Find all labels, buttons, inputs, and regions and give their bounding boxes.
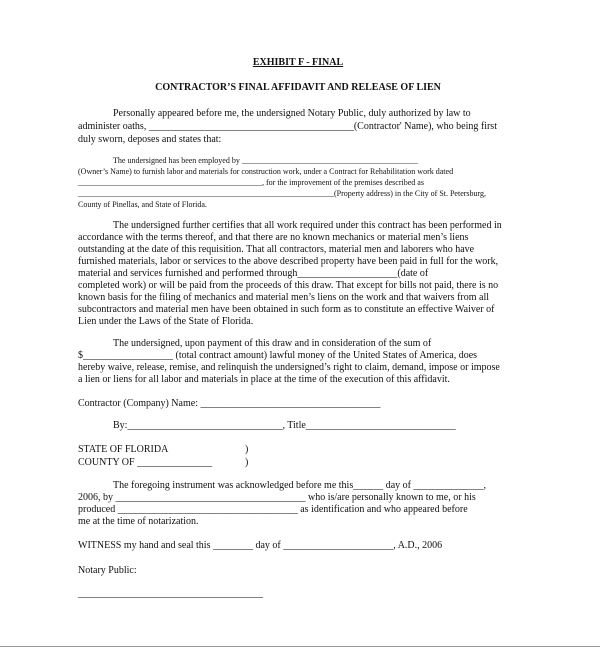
text-line: The undersigned has been employed by ____________________________________________: [113, 156, 418, 165]
text-line: furnished materials, labor or services to the above described property have been paid in full for the work,: [78, 256, 499, 267]
text-line: (Owner’s Name) to furnish labor and materials for construction work, under a Contract for Rehabilitation work dated: [78, 167, 454, 176]
exhibit-title: EXHIBIT F - FINAL: [252, 57, 344, 68]
by-title-field[interactable]: By:_______________________________, Title______________________________: [113, 420, 456, 431]
notary-label: Notary Public:: [78, 565, 137, 576]
text-line: outstanding at the date of this requisition. That all contractors, material men and laborers who have: [78, 244, 475, 255]
text-line: County of Pinellas, and State of Florida.: [78, 200, 207, 209]
text-line: hereby waive, release, remise, and relinquish the undersigned’s right to claim, demand, impose or impose: [78, 362, 500, 373]
page-border: [0, 646, 600, 647]
text-line: The undersigned, upon payment of this draw and in consideration of the sum of: [113, 338, 432, 349]
text-line: Personally appeared before me, the undersigned Notary Public, duly authorized by law to: [113, 108, 471, 119]
text-line: a lien or liens for all labor and materials in place at the time of the execution of this affidavit.: [78, 374, 450, 385]
state-label: STATE OF FLORIDA: [78, 444, 169, 455]
text-line: completed work) or will be paid from the proceeds of this draw. That except for bills not paid, there is no: [78, 280, 499, 291]
document-title: CONTRACTOR’S FINAL AFFIDAVIT AND RELEASE OF LIEN: [155, 82, 441, 93]
text-line: 2006, by ______________________________________ who is/are personally known to me, or his: [78, 492, 476, 503]
text-line: subcontractors and material men have been obtained in such form as to constitute an effective Waiver of: [78, 304, 495, 315]
text-line: administer oaths, _________________________________________(Contractor' Name), who being first: [78, 121, 497, 132]
contractor-name-field[interactable]: Contractor (Company) Name: ____________________________________: [78, 398, 381, 409]
text-line: ________________________________________________________________(Property address) in the City of St. Petersburg,: [78, 189, 487, 198]
bracket: ): [245, 444, 249, 455]
witness-field[interactable]: WITNESS my hand and seal this ________ day of ______________________, A.D., 2006: [78, 540, 443, 551]
text-line: $__________________ (total contract amount) lawful money of the United States of America, does: [78, 350, 478, 361]
text-line: produced ____________________________________ as identification and who appeared before: [78, 504, 468, 515]
text-line: known basis for the filing of mechanics and material men’s liens on the work and that waivers from all: [78, 292, 490, 303]
text-line: Lien under the Laws of the State of Florida.: [78, 316, 254, 327]
county-field[interactable]: COUNTY OF _______________: [78, 457, 213, 468]
text-line: material and services furnished and performed through____________________(date of: [78, 268, 429, 279]
text-line: accordance with the terms thereof, and that there are no known mechanics or material men’s liens: [78, 232, 469, 243]
signature-line[interactable]: _____________________________________: [78, 588, 263, 599]
text-line: me at the time of notarization.: [78, 516, 199, 527]
text-line: duly sworn, deposes and states that:: [78, 134, 222, 145]
text-line: The foregoing instrument was acknowledged before me this______ day of ______________,: [113, 480, 486, 491]
text-line: The undersigned further certifies that all work required under this contract has been performed in: [113, 220, 502, 231]
text-line: ______________________________________________, for the improvement of the premises described as: [78, 178, 424, 187]
bracket: ): [245, 457, 249, 468]
